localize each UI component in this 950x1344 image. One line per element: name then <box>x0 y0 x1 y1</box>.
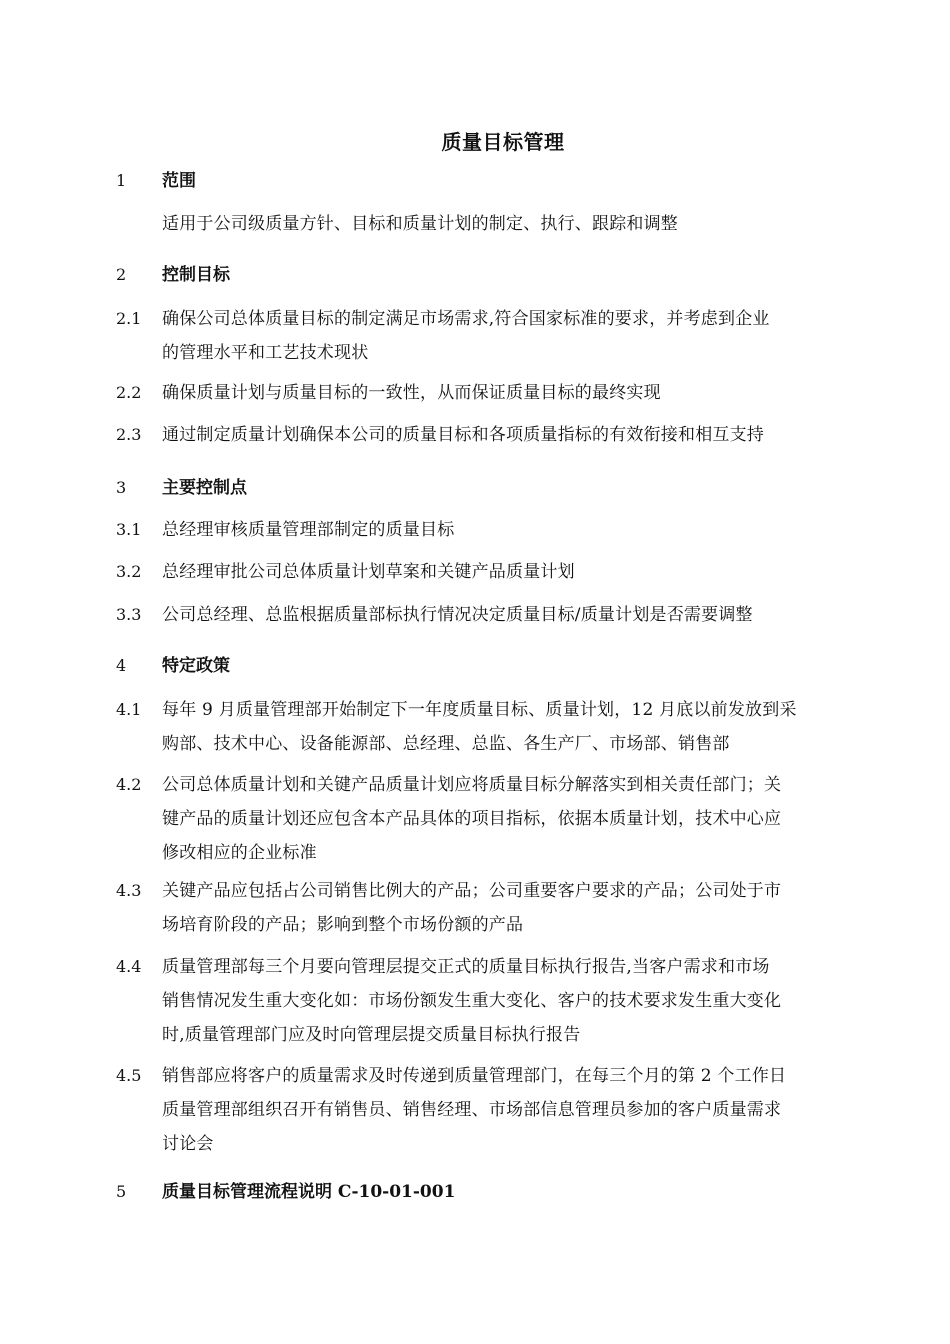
section-number: 3 <box>116 478 127 497</box>
section-heading: 控制目标 <box>162 265 230 285</box>
section-number: 5 <box>116 1182 127 1201</box>
paragraph: 公司总体质量计划和关键产品质量计划应将质量目标分解落实到相关责任部门；关 键产品的质量计划还应包含本产品具体的项目指标，依据本质量计划，技术中心应 修改相应的企业标准 <box>162 775 782 863</box>
section-heading: 质量目标管理流程说明 C-10-01-001 <box>162 1182 456 1202</box>
item-number: 4.5 <box>116 1066 142 1085</box>
item-number: 4.2 <box>116 775 142 794</box>
paragraph: 每年 9 月质量管理部开始制定下一年度质量目标、质量计划，12 月底以前发放到采 购部、技术中心、设备能源部、总经理、总监、各生产厂、市场部、销售部 <box>162 700 797 754</box>
paragraph: 确保公司总体质量目标的制定满足市场需求,符合国家标准的要求，并考虑到企业 的管理水平和工艺技术现状 <box>162 309 770 363</box>
section-number: 4 <box>116 656 127 675</box>
item-number: 3.1 <box>116 520 142 539</box>
paragraph: 公司总经理、总监根据质量部标执行情况决定质量目标/质量计划是否需要调整 <box>162 605 753 625</box>
item-number: 4.1 <box>116 700 142 719</box>
item-number: 2.2 <box>116 383 142 402</box>
paragraph: 确保质量计划与质量目标的一致性，从而保证质量目标的最终实现 <box>162 383 661 403</box>
paragraph: 适用于公司级质量方针、目标和质量计划的制定、执行、跟踪和调整 <box>162 214 678 234</box>
item-number: 2.1 <box>116 309 142 328</box>
paragraph: 总经理审批公司总体质量计划草案和关键产品质量计划 <box>162 562 575 582</box>
paragraph: 通过制定质量计划确保本公司的质量目标和各项质量指标的有效衔接和相互支持 <box>162 425 764 445</box>
item-number: 2.3 <box>116 425 142 444</box>
page-title: 质量目标管理 <box>441 130 565 154</box>
section-heading: 范围 <box>162 171 196 191</box>
item-number: 4.3 <box>116 881 142 900</box>
paragraph: 关键产品应包括占公司销售比例大的产品；公司重要客户要求的产品；公司处于市 场培育阶段的产品；影响到整个市场份额的产品 <box>162 881 782 935</box>
paragraph: 销售部应将客户的质量需求及时传递到质量管理部门，在每三个月的第 2 个工作日 质量管理部组织召开有销售员、销售经理、市场部信息管理员参加的客户质量需求 讨论会 <box>162 1066 787 1154</box>
paragraph: 质量管理部每三个月要向管理层提交正式的质量目标执行报告,当客户需求和市场 销售情况发生重大变化如：市场份额发生重大变化、客户的技术要求发生重大变化 时,质量管理部门应及时向管理层提交质量目标执行报告 <box>162 957 782 1045</box>
item-number: 3.2 <box>116 562 142 581</box>
item-number: 3.3 <box>116 605 142 624</box>
section-heading: 主要控制点 <box>162 478 247 498</box>
section-number: 2 <box>116 265 127 284</box>
section-number: 1 <box>116 171 127 190</box>
section-heading: 特定政策 <box>162 656 230 676</box>
item-number: 4.4 <box>116 957 142 976</box>
paragraph: 总经理审核质量管理部制定的质量目标 <box>162 520 455 540</box>
